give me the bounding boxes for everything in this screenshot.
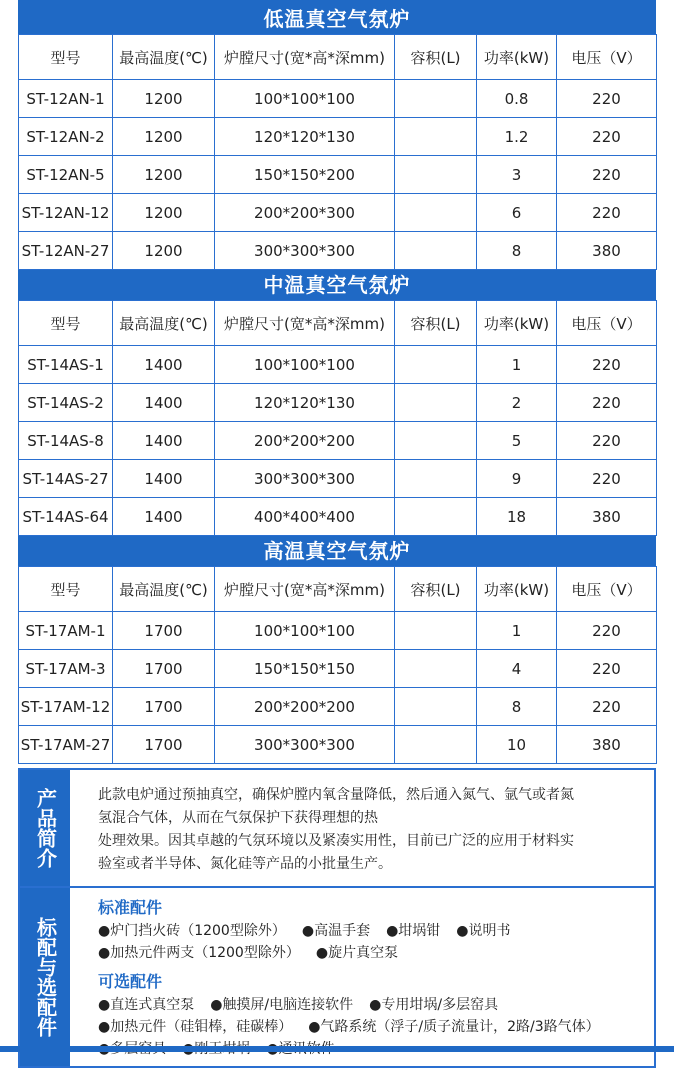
optional-item: ●气路系统（浮子/质子流量计，2路/3路气体） bbox=[308, 1019, 600, 1035]
intro-row bbox=[20, 770, 654, 888]
intro-line: 氢混合气体，从而在气氛保护下获得理想的热 bbox=[98, 810, 378, 826]
cell-volume bbox=[395, 460, 477, 498]
cell-max-temp: 1200 bbox=[113, 156, 215, 194]
table-header-row bbox=[19, 35, 657, 80]
cell-model: ST-14AS-2 bbox=[19, 384, 113, 422]
cell-voltage: 220 bbox=[557, 612, 657, 650]
table-row bbox=[19, 194, 657, 232]
table-row bbox=[19, 384, 657, 422]
optional-line bbox=[98, 994, 646, 1016]
standard-line bbox=[98, 942, 646, 964]
cell-volume bbox=[395, 346, 477, 384]
cell-model: ST-12AN-1 bbox=[19, 80, 113, 118]
cell-power: 8 bbox=[477, 232, 557, 270]
header-volume: 容积(L) bbox=[395, 35, 477, 80]
cell-power: 1.2 bbox=[477, 118, 557, 156]
standard-item: ●坩埚钳 bbox=[386, 923, 441, 939]
optional-line bbox=[98, 1016, 646, 1038]
table-row bbox=[19, 460, 657, 498]
intro-line: 验室或者半导体、氮化硅等产品的小批量生产。 bbox=[98, 856, 392, 872]
cell-chamber-size: 300*300*300 bbox=[215, 232, 395, 270]
cell-chamber-size: 300*300*300 bbox=[215, 460, 395, 498]
cell-chamber-size: 100*100*100 bbox=[215, 612, 395, 650]
cell-max-temp: 1400 bbox=[113, 346, 215, 384]
accessories-list bbox=[70, 888, 654, 1066]
cell-model: ST-12AN-5 bbox=[19, 156, 113, 194]
cell-voltage: 220 bbox=[557, 194, 657, 232]
cell-voltage: 220 bbox=[557, 650, 657, 688]
optional-item: ●专用坩埚/多层窑具 bbox=[369, 997, 499, 1013]
standard-item: ●炉门挡火砖（1200型除外） bbox=[98, 923, 286, 939]
intro-text bbox=[70, 770, 654, 886]
intro-line: 此款电炉通过预抽真空，确保炉膛内氧含量降低，然后通入氮气、氩气或者氮 bbox=[98, 787, 574, 803]
table-row bbox=[19, 726, 657, 764]
optional-item: ●加热元件（硅钼棒，硅碳棒） bbox=[98, 1019, 293, 1035]
cell-power: 6 bbox=[477, 194, 557, 232]
header-power: 功率(kW) bbox=[477, 35, 557, 80]
header-max-temp: 最高温度(℃) bbox=[113, 301, 215, 346]
header-chamber-size: 炉膛尺寸(宽*高*深mm) bbox=[215, 567, 395, 612]
header-volume: 容积(L) bbox=[395, 301, 477, 346]
optional-item: ●触摸屏/电脑连接软件 bbox=[210, 997, 354, 1013]
optional-title: 可选配件 bbox=[98, 972, 163, 991]
cell-max-temp: 1200 bbox=[113, 118, 215, 156]
cell-max-temp: 1700 bbox=[113, 726, 215, 764]
header-model: 型号 bbox=[19, 567, 113, 612]
standard-title: 标准配件 bbox=[98, 898, 163, 917]
cell-chamber-size: 150*150*200 bbox=[215, 156, 395, 194]
cell-max-temp: 1200 bbox=[113, 80, 215, 118]
cell-volume bbox=[395, 612, 477, 650]
cell-max-temp: 1400 bbox=[113, 460, 215, 498]
cell-voltage: 220 bbox=[557, 156, 657, 194]
cell-max-temp: 1700 bbox=[113, 650, 215, 688]
cell-power: 5 bbox=[477, 422, 557, 460]
cell-power: 4 bbox=[477, 650, 557, 688]
table-row bbox=[19, 650, 657, 688]
table-row bbox=[19, 80, 657, 118]
cell-volume bbox=[395, 422, 477, 460]
cell-volume bbox=[395, 688, 477, 726]
table-header-row bbox=[19, 567, 657, 612]
cell-power: 10 bbox=[477, 726, 557, 764]
cell-max-temp: 1200 bbox=[113, 194, 215, 232]
cell-chamber-size: 200*200*200 bbox=[215, 688, 395, 726]
standard-item: ●加热元件两支（1200型除外） bbox=[98, 945, 300, 961]
cell-voltage: 220 bbox=[557, 346, 657, 384]
standard-item: ●高温手套 bbox=[301, 923, 371, 939]
header-max-temp: 最高温度(℃) bbox=[113, 35, 215, 80]
cell-volume bbox=[395, 156, 477, 194]
cell-voltage: 220 bbox=[557, 118, 657, 156]
table-header-row bbox=[19, 301, 657, 346]
cell-max-temp: 1400 bbox=[113, 422, 215, 460]
table-row bbox=[19, 232, 657, 270]
accessories-row bbox=[20, 888, 654, 1066]
header-chamber-size: 炉膛尺寸(宽*高*深mm) bbox=[215, 301, 395, 346]
cell-voltage: 220 bbox=[557, 384, 657, 422]
cell-voltage: 220 bbox=[557, 688, 657, 726]
cell-volume bbox=[395, 726, 477, 764]
cell-model: ST-14AS-1 bbox=[19, 346, 113, 384]
cell-chamber-size: 100*100*100 bbox=[215, 80, 395, 118]
cell-model: ST-17AM-12 bbox=[19, 688, 113, 726]
spec-table bbox=[18, 566, 657, 764]
cell-power: 3 bbox=[477, 156, 557, 194]
table-row bbox=[19, 346, 657, 384]
spec-table bbox=[18, 34, 657, 270]
cell-voltage: 220 bbox=[557, 460, 657, 498]
table-row bbox=[19, 118, 657, 156]
cell-voltage: 380 bbox=[557, 726, 657, 764]
cell-max-temp: 1200 bbox=[113, 232, 215, 270]
table-row bbox=[19, 688, 657, 726]
cell-model: ST-17AM-27 bbox=[19, 726, 113, 764]
cell-power: 18 bbox=[477, 498, 557, 536]
table-row bbox=[19, 612, 657, 650]
cell-model: ST-14AS-8 bbox=[19, 422, 113, 460]
cell-volume bbox=[395, 384, 477, 422]
header-max-temp: 最高温度(℃) bbox=[113, 567, 215, 612]
cell-power: 9 bbox=[477, 460, 557, 498]
cell-chamber-size: 200*200*200 bbox=[215, 422, 395, 460]
cell-voltage: 380 bbox=[557, 232, 657, 270]
header-model: 型号 bbox=[19, 35, 113, 80]
section-title: 中温真空气氛炉 bbox=[18, 270, 656, 300]
cell-chamber-size: 400*400*400 bbox=[215, 498, 395, 536]
cell-max-temp: 1700 bbox=[113, 612, 215, 650]
cell-max-temp: 1700 bbox=[113, 688, 215, 726]
cell-power: 1 bbox=[477, 612, 557, 650]
intro-label: 产品简介 bbox=[20, 770, 70, 886]
cell-voltage: 380 bbox=[557, 498, 657, 536]
cell-power: 8 bbox=[477, 688, 557, 726]
cell-chamber-size: 150*150*150 bbox=[215, 650, 395, 688]
cell-model: ST-17AM-1 bbox=[19, 612, 113, 650]
cell-volume bbox=[395, 498, 477, 536]
bottom-accent-bar bbox=[0, 1046, 674, 1052]
cell-max-temp: 1400 bbox=[113, 498, 215, 536]
cell-power: 1 bbox=[477, 346, 557, 384]
cell-chamber-size: 120*120*130 bbox=[215, 384, 395, 422]
header-voltage: 电压（V） bbox=[557, 567, 657, 612]
cell-power: 0.8 bbox=[477, 80, 557, 118]
cell-model: ST-12AN-2 bbox=[19, 118, 113, 156]
header-power: 功率(kW) bbox=[477, 567, 557, 612]
cell-volume bbox=[395, 194, 477, 232]
cell-chamber-size: 100*100*100 bbox=[215, 346, 395, 384]
cell-volume bbox=[395, 118, 477, 156]
cell-chamber-size: 200*200*300 bbox=[215, 194, 395, 232]
accessories-label: 标配与选配件 bbox=[20, 888, 70, 1066]
section-title: 低温真空气氛炉 bbox=[18, 4, 656, 34]
section-title: 高温真空气氛炉 bbox=[18, 536, 656, 566]
cell-chamber-size: 300*300*300 bbox=[215, 726, 395, 764]
cell-model: ST-12AN-27 bbox=[19, 232, 113, 270]
table-row bbox=[19, 156, 657, 194]
standard-line bbox=[98, 920, 646, 942]
cell-model: ST-14AS-64 bbox=[19, 498, 113, 536]
standard-item: ●说明书 bbox=[456, 923, 511, 939]
cell-voltage: 220 bbox=[557, 422, 657, 460]
cell-voltage: 220 bbox=[557, 80, 657, 118]
cell-chamber-size: 120*120*130 bbox=[215, 118, 395, 156]
header-voltage: 电压（V） bbox=[557, 301, 657, 346]
optional-item: ●直连式真空泵 bbox=[98, 997, 195, 1013]
spec-sheet bbox=[18, 0, 656, 1052]
table-row bbox=[19, 498, 657, 536]
header-power: 功率(kW) bbox=[477, 301, 557, 346]
cell-model: ST-12AN-12 bbox=[19, 194, 113, 232]
cell-volume bbox=[395, 80, 477, 118]
cell-max-temp: 1400 bbox=[113, 384, 215, 422]
cell-power: 2 bbox=[477, 384, 557, 422]
header-voltage: 电压（V） bbox=[557, 35, 657, 80]
standard-item: ●旋片真空泵 bbox=[315, 945, 399, 961]
table-row bbox=[19, 422, 657, 460]
info-panel bbox=[18, 768, 656, 1068]
header-chamber-size: 炉膛尺寸(宽*高*深mm) bbox=[215, 35, 395, 80]
cell-volume bbox=[395, 232, 477, 270]
cell-volume bbox=[395, 650, 477, 688]
header-volume: 容积(L) bbox=[395, 567, 477, 612]
cell-model: ST-14AS-27 bbox=[19, 460, 113, 498]
header-model: 型号 bbox=[19, 301, 113, 346]
spec-table bbox=[18, 300, 657, 536]
intro-line: 处理效果。因其卓越的气氛环境以及紧凑实用性，目前已广泛的应用于材料实 bbox=[98, 833, 574, 849]
cell-model: ST-17AM-3 bbox=[19, 650, 113, 688]
